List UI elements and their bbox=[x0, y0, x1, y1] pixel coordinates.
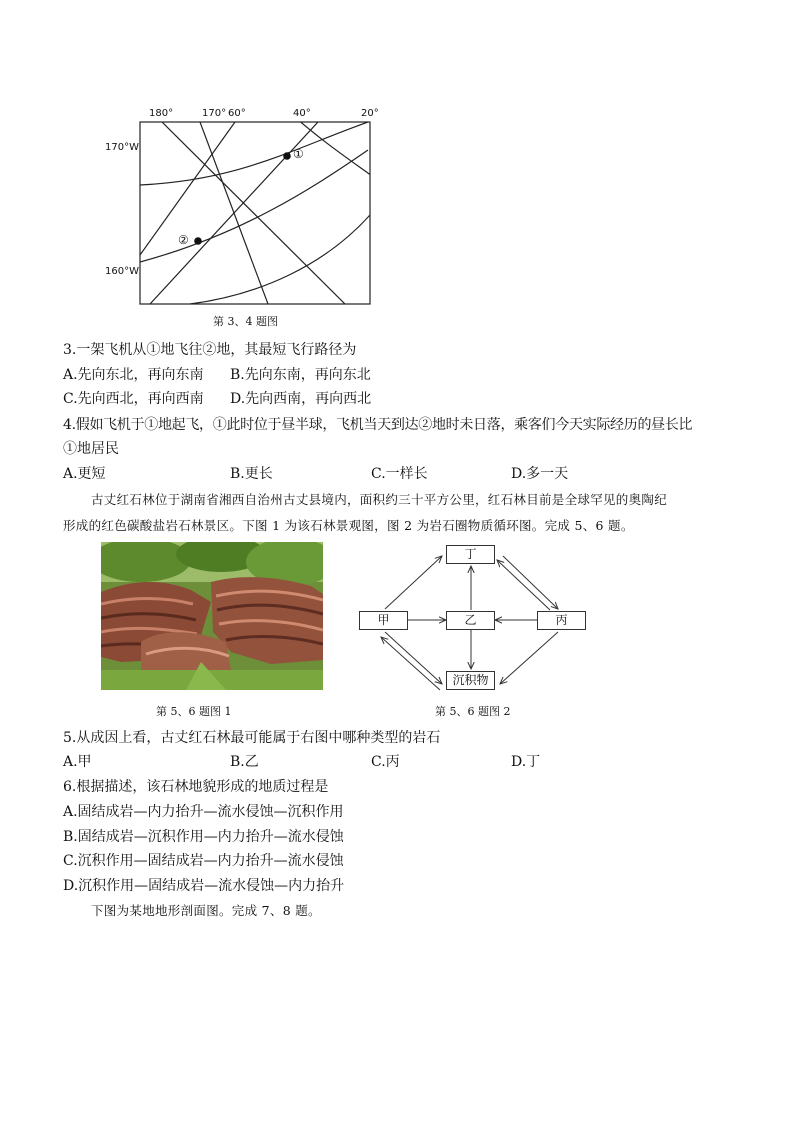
arrow-jia-sediment bbox=[385, 632, 442, 684]
q4-option-d: D.多一天 bbox=[511, 466, 569, 482]
top-label-60: 60° bbox=[228, 108, 246, 119]
point-1-label: ① bbox=[293, 147, 304, 161]
top-label-20: 20° bbox=[361, 108, 379, 119]
stone-forest-photo bbox=[101, 542, 323, 690]
q3-option-a: A.先向东北，再向东南 bbox=[63, 367, 204, 383]
left-label-160w: 160°W bbox=[105, 266, 139, 277]
top-label-40: 40° bbox=[293, 108, 311, 119]
q5-stem: 5.从成因上看，古丈红石林最可能属于右图中哪种类型的岩石 bbox=[63, 730, 441, 746]
intro-7-8: 下图为某地地形剖面图。完成 7、8 题。 bbox=[91, 903, 321, 918]
q3-option-c: C.先向西北，再向西南 bbox=[63, 391, 204, 407]
q5-option-a: A.甲 bbox=[63, 754, 92, 770]
box-jia: 甲 bbox=[359, 611, 408, 630]
q5-option-b: B.乙 bbox=[230, 754, 259, 770]
figure1-caption: 第 5、6 题图 1 bbox=[156, 705, 232, 718]
map-caption: 第 3、4 题图 bbox=[213, 315, 278, 328]
map-graticule bbox=[100, 104, 380, 314]
box-sediment: 沉积物 bbox=[446, 671, 495, 690]
q6-option-a: A.固结成岩—内力抬升—流水侵蚀—沉积作用 bbox=[63, 804, 344, 820]
q4-stem-line1: 4.假如飞机于①地起飞，①此时位于昼半球，飞机当天到达②地时未日落，乘客们今天实际经历的昼长比 bbox=[63, 417, 693, 433]
parallel-arc-a bbox=[140, 122, 368, 185]
outer-arc bbox=[287, 110, 372, 176]
q4-option-c: C.一样长 bbox=[371, 466, 428, 482]
q6-stem: 6.根据描述，该石林地貌形成的地质过程是 bbox=[63, 779, 329, 795]
map-figure bbox=[100, 104, 380, 314]
q6-option-c: C.沉积作用—固结成岩—内力抬升—流水侵蚀 bbox=[63, 853, 344, 869]
arrow-ding-bing bbox=[503, 556, 558, 609]
arrow-sediment-jia bbox=[381, 637, 440, 690]
parallel-arc-b bbox=[140, 150, 368, 262]
q3-stem: 3.一架飞机从①地飞往②地，其最短飞行路径为 bbox=[63, 342, 357, 358]
q4-option-b: B.更长 bbox=[230, 466, 273, 482]
meridian-line-a bbox=[162, 122, 345, 304]
arrow-bing-ding bbox=[497, 560, 550, 610]
passage-5-6 bbox=[63, 487, 743, 539]
top-label-180: 180° bbox=[149, 108, 174, 119]
q5-option-c: C.丙 bbox=[371, 754, 400, 770]
q6-option-d: D.沉积作用—固结成岩—流水侵蚀—内力抬升 bbox=[63, 878, 345, 894]
passage-line-2: 形成的红色碳酸盐岩石林景区。下图 1 为该石林景观图，图 2 为岩石圈物质循环图。完成 5、6 题。 bbox=[63, 518, 634, 533]
parallel-arc-c bbox=[190, 215, 370, 304]
box-bing: 丙 bbox=[537, 611, 586, 630]
left-label-170w: 170°W bbox=[105, 142, 139, 153]
figure2-caption: 第 5、6 题图 2 bbox=[435, 705, 511, 718]
q6-option-b: B.固结成岩—沉积作用—内力抬升—流水侵蚀 bbox=[63, 829, 344, 845]
arrow-bing-sediment bbox=[500, 632, 558, 684]
q3-option-d: D.先向西南，再向西北 bbox=[230, 391, 372, 407]
q5-option-d: D.丁 bbox=[511, 754, 541, 770]
top-label-170: 170° bbox=[202, 108, 227, 119]
q3-option-b: B.先向东南，再向东北 bbox=[230, 367, 371, 383]
passage-line-1: 古丈红石林位于湖南省湘西自治州古丈县境内，面积约三十平方公里，红石林目前是全球罕见的奥陶纪 bbox=[91, 492, 668, 507]
box-yi: 乙 bbox=[446, 611, 495, 630]
stone-forest-illustration bbox=[101, 542, 323, 690]
box-ding: 丁 bbox=[446, 545, 495, 564]
arrow-jia-ding bbox=[385, 556, 442, 609]
point-2-dot bbox=[194, 237, 202, 245]
point-2-label: ② bbox=[178, 233, 189, 247]
point-1-dot bbox=[283, 152, 291, 160]
q4-stem-line2: ①地居民 bbox=[63, 441, 119, 457]
q4-option-a: A.更短 bbox=[63, 466, 106, 482]
